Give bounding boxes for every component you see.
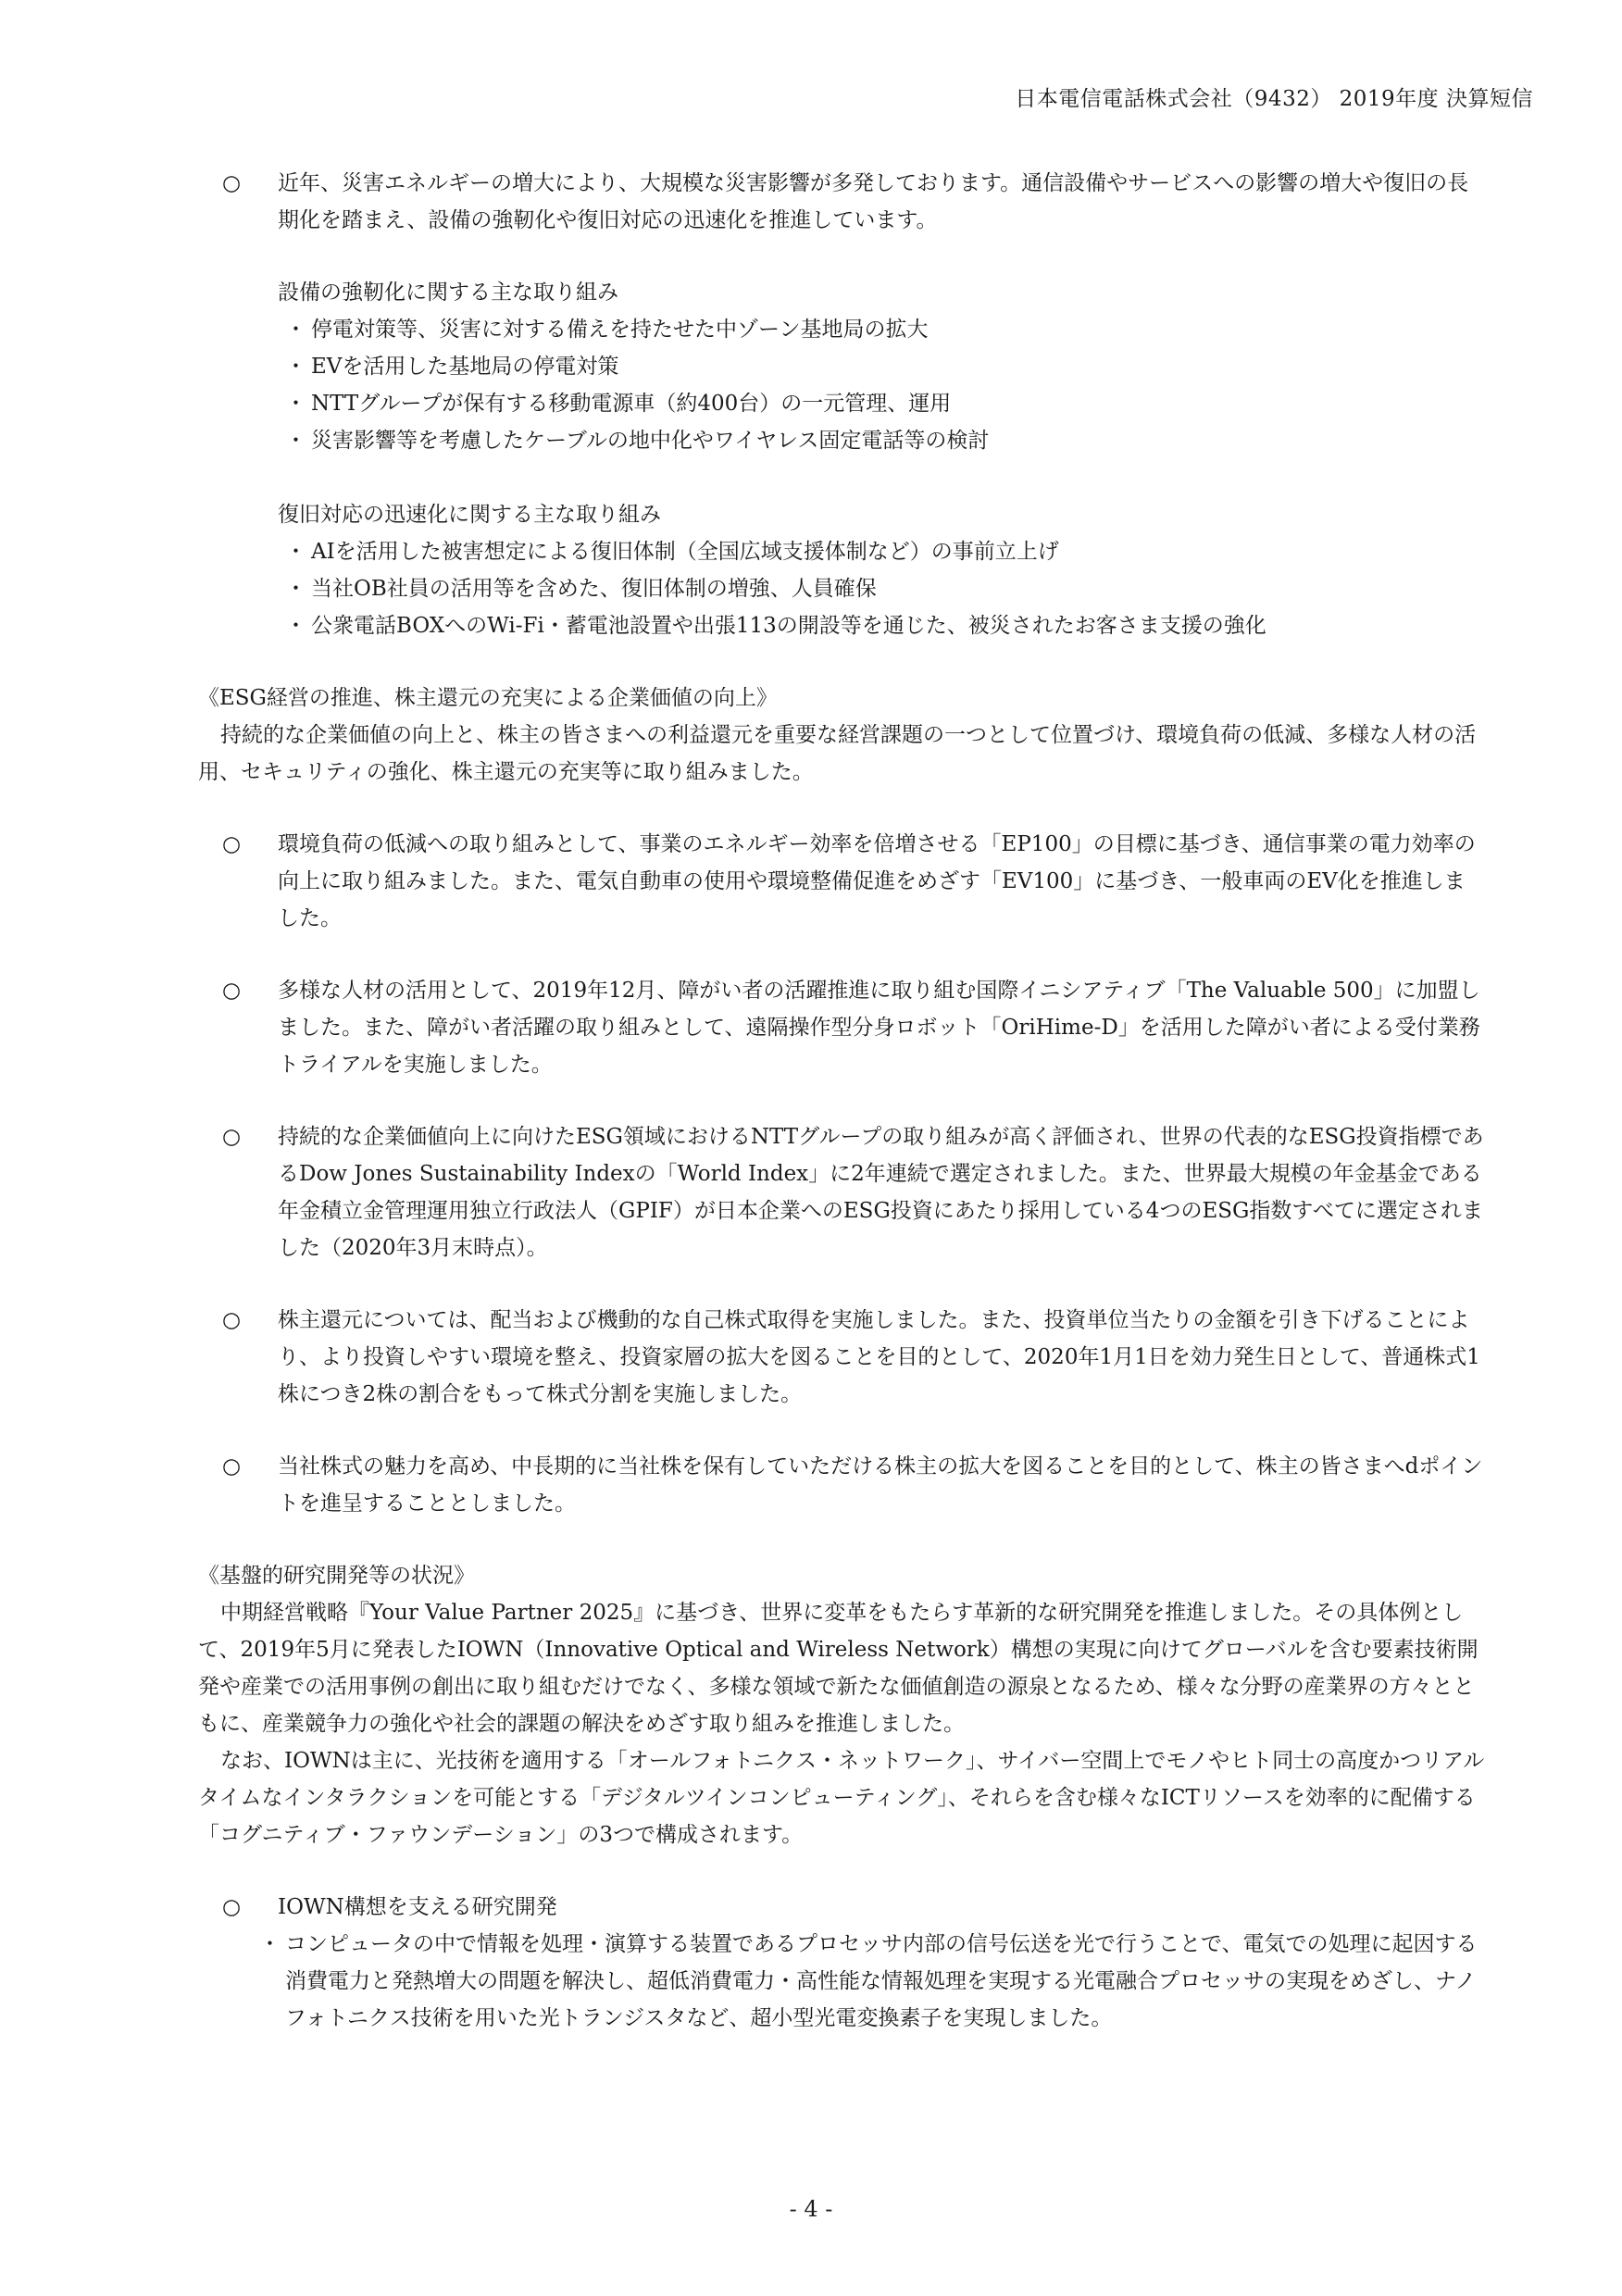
rnd-heading: 《基盤的研究開発等の状況》 bbox=[198, 1564, 475, 1588]
list-item: ・ NTTグループが保有する移動電源車（約400台）の一元管理、運用 bbox=[285, 385, 1485, 422]
circle-bullet-icon: ○ bbox=[222, 171, 242, 195]
rnd-paragraph-2: なお、IOWNは主に、光技術を適用する「オールフォトニクス・ネットワーク」、サイバー空間上でモノやヒト同士の高度かつリアルタイムなインタラクションを可能とする「デジタルツインコンピューティング」、それらを含む様々なICTリソースを効率的に配備する「コグニティブ・ファウンデーション」の3つで構成されます。 bbox=[198, 1749, 1485, 1847]
page-header: 日本電信電話株式会社（9432） 2019年度 決算短信 bbox=[1015, 87, 1533, 111]
circle-bullet-icon: ○ bbox=[222, 1895, 242, 1919]
list-item: ・ 当社OB社員の活用等を含めた、復旧体制の増強、人員確保 bbox=[285, 570, 1485, 607]
dot-bullet-icon: ・ bbox=[285, 577, 306, 601]
rnd-paragraph-1: 中期経営戦略『Your Value Partner 2025』に基づき、世界に変革をもたらす革新的な研究開発を推進しました。その具体例として、2019年5月に発表したIOWN（Innovative Optical and Wireless Network）構想の実現に向けてグローバルを含む要素技術開発や産業での活用事例の創出に取り組むだけでなく、多様な領域で新たな価値創造の源泉となるため、様々な分野の産業界の方々とともに、産業競争力の強化や社会的課題の解決をめざす取り組みを推進しました。 bbox=[198, 1601, 1479, 1736]
dot-bullet-icon: ・ bbox=[285, 318, 306, 342]
esg-item: ○ 持続的な企業価値向上に向けたESG領域におけるNTTグループの取り組みが高く評価され、世界の代表的なESG投資指標であるDow Jones Sustainability Indexの「World Index」に2年連続で選定されました。また、世界最大規模の年金基金である年金積立金管理運用独立行政法人（GPIF）が日本企業へのESG投資にあたり採用している4つのESG指数すべてに選定されました（2020年3月末時点）。 bbox=[222, 1118, 1485, 1267]
list-item: ・ EVを活用した基地局の停電対策 bbox=[285, 348, 1485, 385]
page-number: - 4 - bbox=[789, 2196, 833, 2222]
esg-heading: 《ESG経営の推進、株主還元の充実による企業価値の向上》 bbox=[198, 686, 778, 710]
disaster-item bbox=[222, 165, 1485, 239]
esg-item: ○ 環境負荷の低減への取り組みとして、事業のエネルギー効率を倍増させる「EP100」の目標に基づき、通信事業の電力効率の向上に取り組みました。また、電気自動車の使用や環境整備促進をめざす「EV100」に基づき、一般車両のEV化を推進しました。 bbox=[222, 826, 1485, 937]
circle-bullet-icon: ○ bbox=[222, 832, 242, 856]
list-item: ・ 公衆電話BOXへのWi-Fi・蓄電池設置や出張113の開設等を通じた、被災されたお客さま支援の強化 bbox=[285, 607, 1485, 644]
dot-bullet-icon: ・ bbox=[259, 1932, 281, 1956]
list-item: ・ 停電対策等、災害に対する備えを持たせた中ゾーン基地局の拡大 bbox=[285, 311, 1485, 348]
list-item: ・ 災害影響等を考慮したケーブルの地中化やワイヤレス固定電話等の検討 bbox=[285, 422, 1485, 459]
dot-bullet-icon: ・ bbox=[285, 355, 306, 379]
list-item: ・ コンピュータの中で情報を処理・演算する装置であるプロセッサ内部の信号伝送を光で行うことで、電気での処理に起因する消費電力と発熱増大の問題を解決し、超低消費電力・高性能な情報処理を実現する光電融合プロセッサの実現をめざし、ナノフォトニクス技術を用いた光トランジスタなど、超小型光電変換素子を実現しました。 bbox=[259, 1926, 1485, 2037]
dot-bullet-icon: ・ bbox=[285, 429, 306, 453]
dot-bullet-icon: ・ bbox=[285, 392, 306, 416]
circle-bullet-icon: ○ bbox=[222, 1125, 242, 1149]
disaster-intro: 近年、災害エネルギーの増大により、大規模な災害影響が多発しております。通信設備やサービスへの影響の増大や復旧の長期化を踏まえ、設備の強靭化や復旧対応の迅速化を推進しています。 bbox=[278, 171, 1469, 232]
circle-bullet-icon: ○ bbox=[222, 1308, 242, 1332]
strengthen-heading: 設備の強靭化に関する主な取り組み bbox=[278, 281, 618, 305]
circle-bullet-icon: ○ bbox=[222, 979, 242, 1003]
list-item: ・ AIを活用した被害想定による復旧体制（全国広域支援体制など）の事前立上げ bbox=[285, 533, 1485, 570]
esg-item: ○ 株主還元については、配当および機動的な自己株式取得を実施しました。また、投資単位当たりの金額を引き下げることにより、より投資しやすい環境を整え、投資家層の拡大を図ることを目的として、2020年1月1日を効力発生日として、普通株式1株につき2株の割合をもって株式分割を実施しました。 bbox=[222, 1302, 1485, 1413]
rnd-sub-heading: IOWN構想を支える研究開発 bbox=[278, 1895, 557, 1919]
esg-item: ○ 多様な人材の活用として、2019年12月、障がい者の活躍推進に取り組む国際イニシアティブ「The Valuable 500」に加盟しました。また、障がい者活躍の取り組みとして、遠隔操作型分身ロボット「OriHime-D」を活用した障がい者による受付業務トライアルを実施しました。 bbox=[222, 972, 1485, 1083]
recovery-heading: 復旧対応の迅速化に関する主な取り組み bbox=[278, 503, 661, 527]
dot-bullet-icon: ・ bbox=[285, 540, 306, 564]
esg-item: ○ 当社株式の魅力を高め、中長期的に当社株を保有していただける株主の拡大を図ることを目的として、株主の皆さまへdポイントを進呈することとしました。 bbox=[222, 1448, 1485, 1522]
rnd-sub-item bbox=[222, 1889, 1485, 1926]
dot-bullet-icon: ・ bbox=[285, 614, 306, 638]
circle-bullet-icon: ○ bbox=[222, 1454, 242, 1479]
page-content bbox=[198, 165, 1485, 2037]
esg-intro: 持続的な企業価値の向上と、株主の皆さまへの利益還元を重要な経営課題の一つとして位置づけ、環境負荷の低減、多様な人材の活用、セキュリティの強化、株主還元の充実等に取り組みました。 bbox=[198, 723, 1477, 784]
